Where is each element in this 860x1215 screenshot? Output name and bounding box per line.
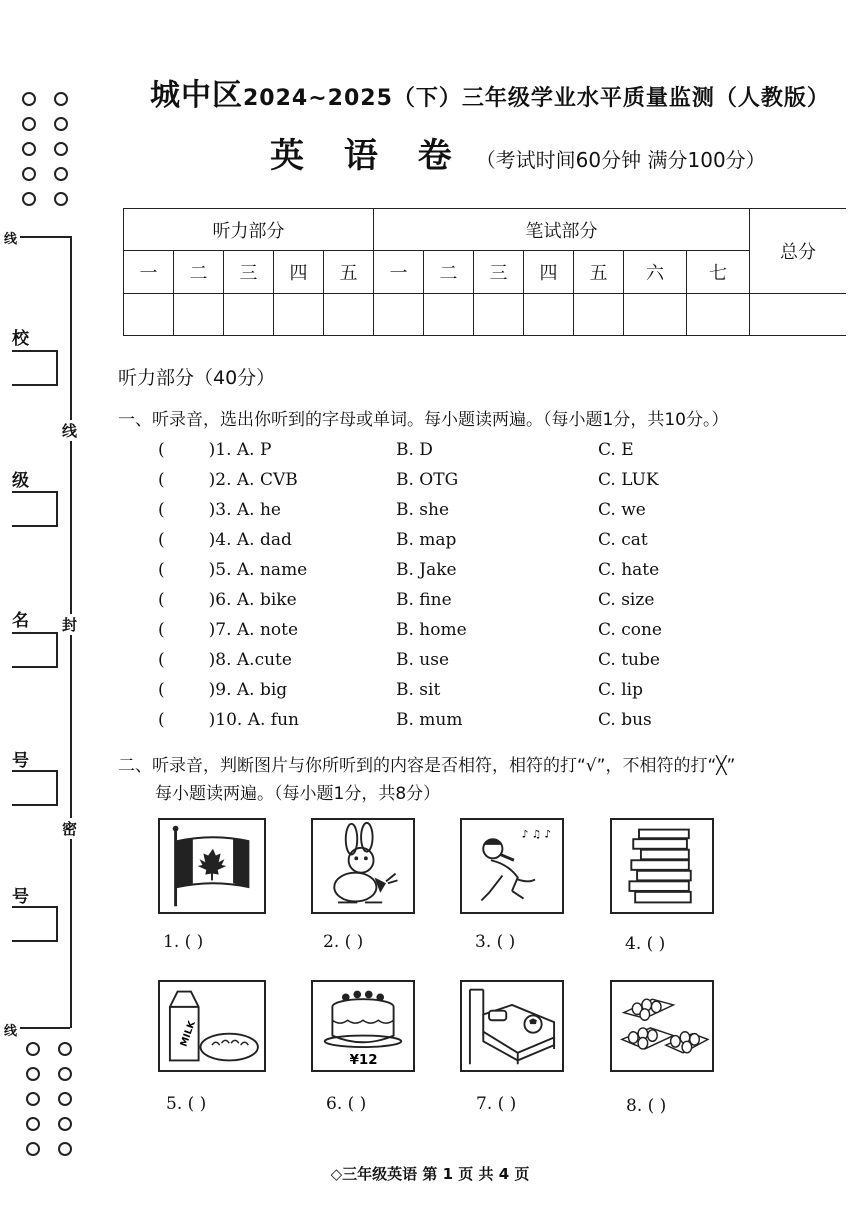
hole-icon [58, 1067, 72, 1081]
class-label: 级 [12, 471, 29, 491]
writing-col: 七 [687, 251, 750, 294]
exam-header [150, 70, 830, 114]
q1-option-a: )5. A. name [208, 560, 308, 580]
q1-option-b: B. fine [396, 590, 452, 610]
hole-icon [26, 1117, 40, 1131]
binding-holes-bottom [26, 1042, 76, 1156]
section-title: 听力部分（40分） [118, 367, 276, 389]
q1-option-b: B. Jake [396, 560, 457, 580]
writing-col: 五 [574, 251, 624, 294]
q1-option-b: B. she [396, 500, 450, 520]
answer-label-4[interactable]: 4. ( ) [625, 934, 666, 954]
writing-col: 三 [474, 251, 524, 294]
q1-option-a: )7. A. note [208, 620, 299, 640]
picture-milk-bread [158, 980, 266, 1072]
hole-icon [22, 167, 36, 181]
milk-bread-icon [160, 982, 264, 1070]
score-cell[interactable] [574, 294, 624, 336]
flag-icon [160, 820, 264, 912]
answer-label-6[interactable]: 6. ( ) [326, 1094, 367, 1114]
q1-option-a: )4. A. dad [208, 530, 292, 550]
answer-paren[interactable]: ( [158, 680, 165, 700]
seat-number-label: 号 [12, 887, 29, 907]
margin-mark-bottom: 线 [4, 1024, 18, 1039]
q1-option-a: )6. A. bike [208, 590, 297, 610]
q1-option-b: B. use [396, 650, 450, 670]
cake-icon [313, 982, 413, 1070]
exam-number-field[interactable] [12, 770, 58, 806]
q1-option-c: C. cat [598, 530, 648, 550]
q1-option-a: )10. A. fun [208, 710, 299, 730]
hole-icon [54, 92, 68, 106]
score-cell[interactable] [474, 294, 524, 336]
exam-number-label: 号 [12, 751, 29, 771]
hole-icon [58, 1117, 72, 1131]
q1-option-a: )9. A. big [208, 680, 288, 700]
q1-option-c: C. we [598, 500, 646, 520]
q1-item [158, 530, 292, 550]
q1-option-c: C. hate [598, 560, 660, 580]
margin-mark-seal: 封 [62, 616, 78, 634]
q1-option-b: B. mum [396, 710, 463, 730]
picture-bed-ball [460, 980, 564, 1072]
total-header: 总分 [750, 209, 847, 294]
q1-item [158, 560, 307, 580]
district-name: 城中区 [150, 78, 243, 113]
q1-item [158, 620, 298, 640]
answer-paren[interactable]: ( [158, 650, 165, 670]
hole-icon [22, 117, 36, 131]
listening-col: 二 [174, 251, 224, 294]
answer-label-1[interactable]: 1. ( ) [163, 932, 204, 952]
picture-eggs [610, 980, 714, 1072]
books-icon [612, 820, 712, 912]
listening-col: 五 [324, 251, 374, 294]
picture-books [610, 818, 714, 914]
svg-text:♪ ♫ ♪: ♪ ♫ ♪ [521, 828, 552, 841]
eggs-icon [612, 982, 712, 1070]
q1-item [158, 710, 299, 730]
score-cell[interactable] [224, 294, 274, 336]
binding-line-bottom [20, 1027, 70, 1029]
name-label: 名 [12, 611, 29, 631]
picture-rabbit [311, 818, 415, 914]
hole-icon [58, 1142, 72, 1156]
q1-option-b: B. OTG [396, 470, 459, 490]
page-footer: ◇三年级英语 第 1 页 共 4 页 [330, 1165, 530, 1183]
total-score-cell[interactable] [750, 294, 847, 336]
hole-icon [54, 142, 68, 156]
hole-icon [26, 1067, 40, 1081]
answer-label-7[interactable]: 7. ( ) [476, 1094, 517, 1114]
q1-option-b: B. D [396, 440, 433, 460]
q1-option-c: C. size [598, 590, 655, 610]
answer-label-8[interactable]: 8. ( ) [626, 1096, 667, 1116]
cake-price: ¥12 [349, 1053, 378, 1069]
q1-option-c: C. cone [598, 620, 662, 640]
margin-mark-secret: 密 [62, 820, 78, 838]
hole-icon [22, 142, 36, 156]
name-field[interactable] [12, 632, 58, 668]
q1-option-c: C. lip [598, 680, 643, 700]
hole-icon [26, 1042, 40, 1056]
q1-option-c: C. tube [598, 650, 660, 670]
q1-item [158, 680, 287, 700]
listening-col: 一 [124, 251, 174, 294]
q1-option-c: C. bus [598, 710, 652, 730]
answer-label-2[interactable]: 2. ( ) [323, 932, 364, 952]
q1-item [158, 470, 298, 490]
writing-col: 四 [524, 251, 574, 294]
rabbit-icon [313, 820, 413, 912]
q2-instruction-line1: 二、听录音，判断图片与你所听到的内容是否相符，相符的打“√”，不相符的打“╳” [118, 756, 736, 776]
q1-option-a: )1. A. P [208, 440, 272, 460]
exam-title: 英 语 卷 [270, 136, 466, 176]
score-cell[interactable] [124, 294, 174, 336]
singing-icon [462, 820, 562, 912]
q1-option-c: C. E [598, 440, 634, 460]
class-field[interactable] [12, 491, 58, 527]
binding-holes-top [22, 92, 72, 206]
q1-option-a: )2. A. CVB [208, 470, 298, 490]
writing-header: 笔试部分 [374, 209, 750, 251]
score-cell[interactable] [374, 294, 424, 336]
exam-note: （考试时间60分钟 满分100分） [475, 148, 766, 172]
writing-col: 二 [424, 251, 474, 294]
exam-subtitle: 2024~2025（下）三年级学业水平质量监测（人教版） [243, 86, 830, 111]
q2-instruction-line2: 每小题读两遍。（每小题1分，共8分） [155, 784, 441, 804]
listening-header: 听力部分 [124, 209, 374, 251]
hole-icon [22, 192, 36, 206]
hole-icon [22, 92, 36, 106]
q1-instruction: 一、听录音，选出你听到的字母或单词。每小题读两遍。（每小题1分，共10分。） [118, 410, 729, 430]
score-cell[interactable] [424, 294, 474, 336]
q1-item [158, 500, 281, 520]
hole-icon [58, 1042, 72, 1056]
listening-col: 四 [274, 251, 324, 294]
score-cell[interactable] [274, 294, 324, 336]
answer-label-3[interactable]: 3. ( ) [475, 932, 516, 952]
binding-line-top [20, 236, 70, 238]
listening-col: 三 [224, 251, 274, 294]
q1-option-b: B. map [396, 530, 457, 550]
seat-number-field[interactable] [12, 906, 58, 942]
q1-option-c: C. LUK [598, 470, 659, 490]
score-cell[interactable] [174, 294, 224, 336]
exam-title-row [270, 128, 766, 177]
bed-icon [462, 982, 562, 1070]
school-field[interactable] [12, 350, 58, 386]
hole-icon [26, 1142, 40, 1156]
q1-item [158, 590, 297, 610]
hole-icon [26, 1092, 40, 1106]
score-cell[interactable] [687, 294, 750, 336]
answer-paren[interactable]: ( [158, 470, 165, 490]
q1-item [158, 440, 271, 460]
q1-option-a: )3. A. he [208, 500, 281, 520]
hole-icon [54, 192, 68, 206]
answer-paren[interactable]: ( [158, 560, 165, 580]
milk-text: MILK [178, 1019, 198, 1049]
answer-paren[interactable]: ( [158, 440, 165, 460]
margin-mark-top: 线 [4, 232, 18, 247]
answer-paren[interactable]: ( [158, 620, 165, 640]
hole-icon [54, 167, 68, 181]
q1-item [158, 650, 292, 670]
writing-col: 一 [374, 251, 424, 294]
score-cell[interactable] [624, 294, 687, 336]
answer-paren[interactable]: ( [158, 590, 165, 610]
school-label: 校 [12, 329, 29, 349]
answer-paren[interactable]: ( [158, 500, 165, 520]
picture-canada-flag [158, 818, 266, 914]
q1-option-b: B. home [396, 620, 467, 640]
q1-option-b: B. sit [396, 680, 441, 700]
answer-paren[interactable]: ( [158, 710, 165, 730]
margin-mark-line: 线 [62, 422, 78, 440]
score-table [123, 208, 846, 336]
hole-icon [54, 117, 68, 131]
hole-icon [58, 1092, 72, 1106]
score-cell[interactable] [524, 294, 574, 336]
q1-option-a: )8. A.cute [208, 650, 292, 670]
writing-col: 六 [624, 251, 687, 294]
answer-paren[interactable]: ( [158, 530, 165, 550]
picture-cake [311, 980, 415, 1072]
picture-boy-singing [460, 818, 564, 914]
answer-label-5[interactable]: 5. ( ) [166, 1094, 207, 1114]
score-cell[interactable] [324, 294, 374, 336]
